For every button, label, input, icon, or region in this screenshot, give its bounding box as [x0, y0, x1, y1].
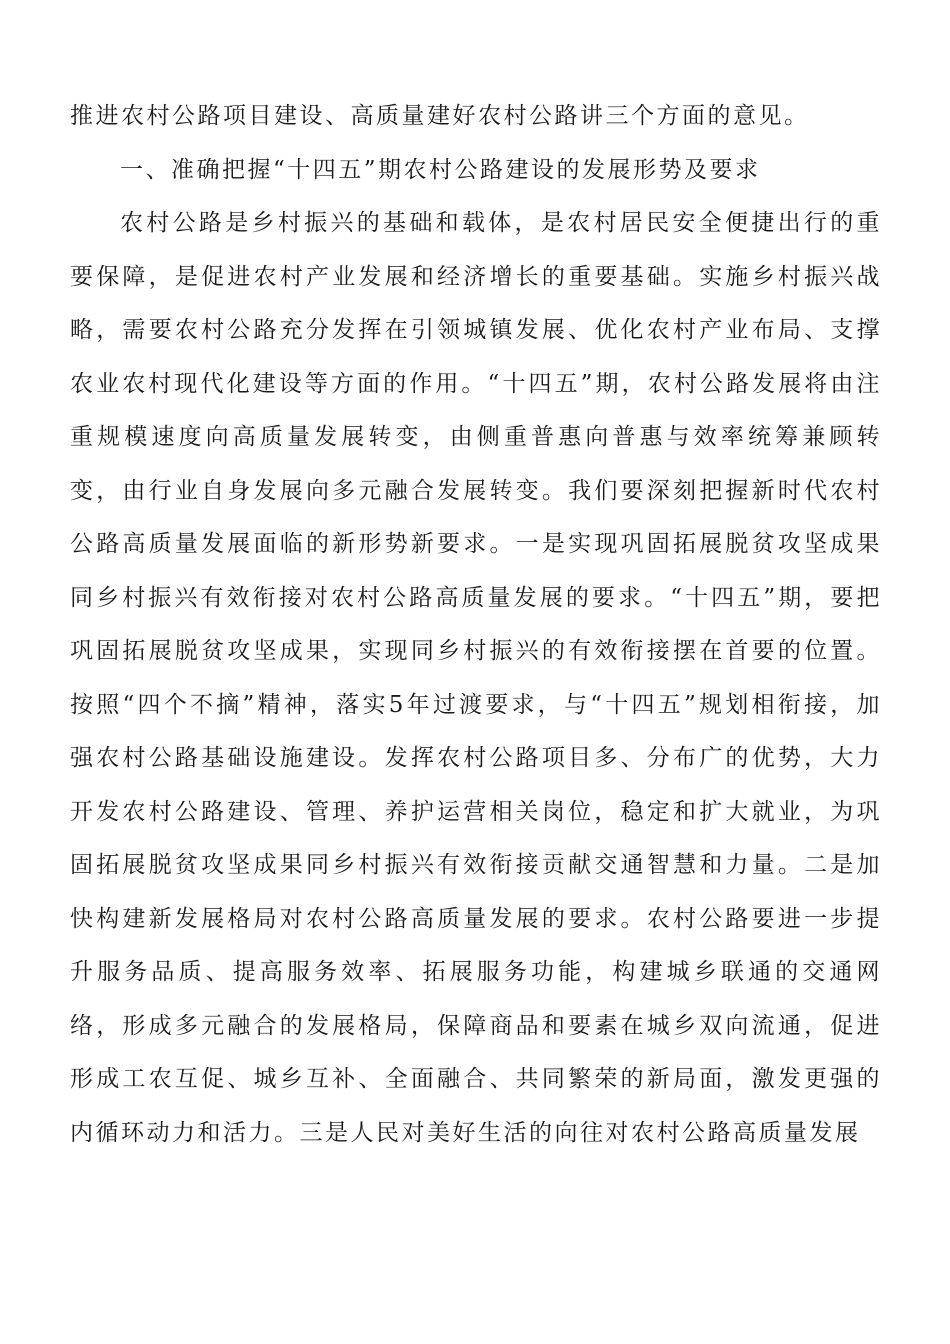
paragraph-continuation: 推进农村公路项目建设、高质量建好农村公路讲三个方面的意见。 [70, 103, 810, 129]
body-paragraph: 农村公路是乡村振兴的基础和载体，是农村居民安全便捷出行的重要保障，是促进农村产业发展和经济增长的重要基础。实施乡村振兴战略，需要农村公路充分发挥在引领城镇发展、优化农村产业布局、支撑农业农村现代化建设等方面的作用。“十四五”期，农村公路发展将由注重规模速度向高质量发展转变，由侧重普惠向普惠与效率统筹兼顾转变，由行业自身发展向多元融合发展转变。我们要深刻把握新时代农村公路高质量发展面临的新形势新要求。一是实现巩固拓展脱贫攻坚成果同乡村振兴有效衔接对农村公路高质量发展的要求。“十四五”期，要把巩固拓展脱贫攻坚成果，实现同乡村振兴的有效衔接摆在首要的位置。按照“四个不摘”精神，落实5年过渡要求，与“十四五”规划相衔接，加强农村公路基础设施建设。发挥农村公路项目多、分布广的优势，大力开发农村公路建设、管理、养护运营相关岗位，稳定和扩大就业，为巩固拓展脱贫攻坚成果同乡村振兴有效衔接贡献交通智慧和力量。二是加快构建新发展格局对农村公路高质量发展的要求。农村公路要进一步提升服务品质、提高服务效率、拓展服务功能，构建城乡联通的交通网络，形成多元融合的发展格局，保障商品和要素在城乡双向流通，促进形成工农互促、城乡互补、全面融合、共同繁荣的新局面，激发更强的内循环动力和活力。三是人民对美好生活的向往对农村公路高质量发展 [70, 210, 882, 1146]
document-body [70, 90, 882, 1160]
section-heading: 一、准确把握“十四五”期农村公路建设的发展形势及要求 [120, 156, 761, 183]
